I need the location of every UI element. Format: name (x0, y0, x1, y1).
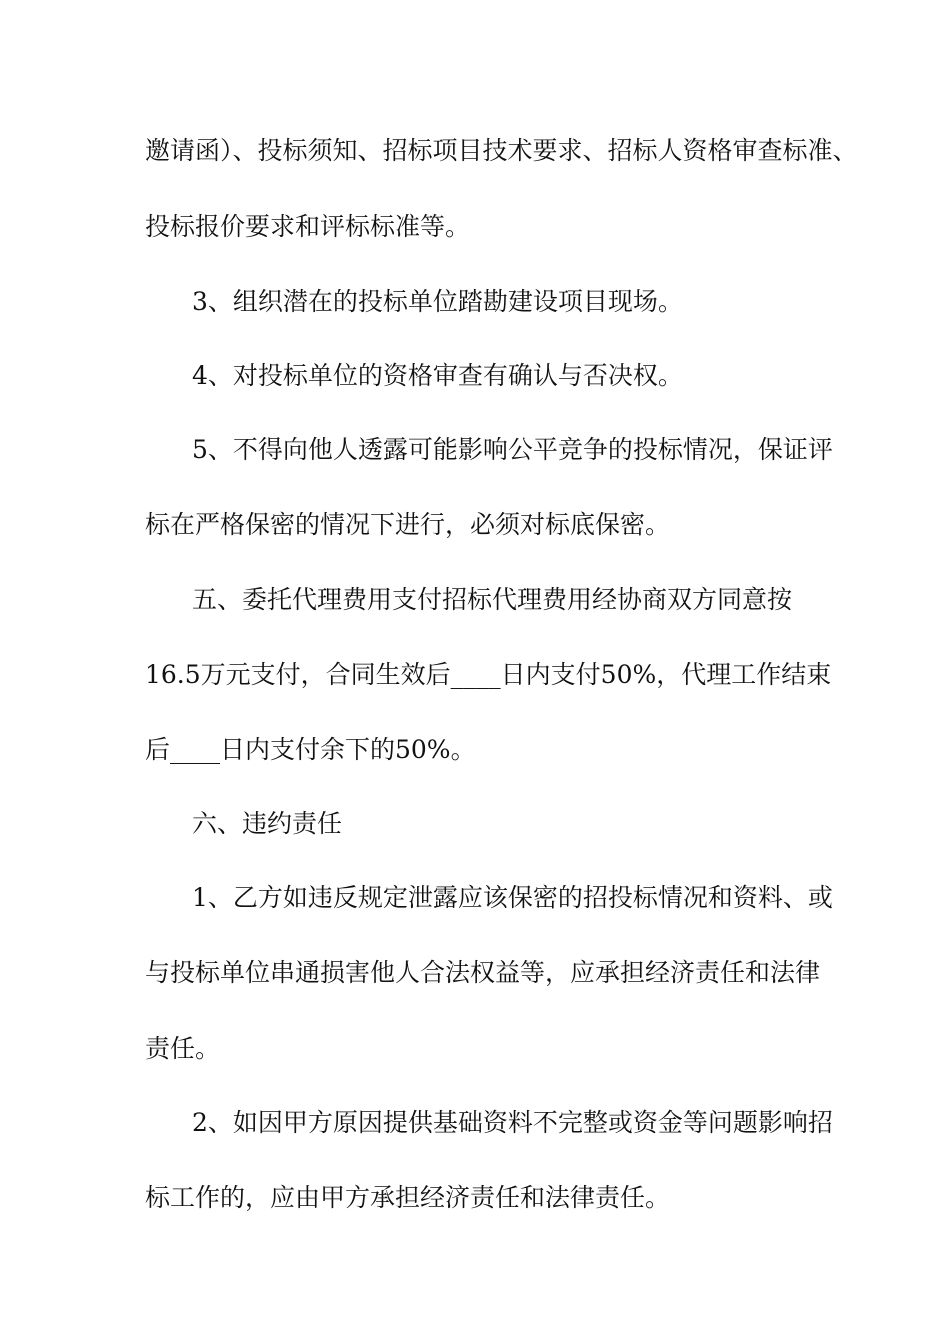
text-line-10: 六、违约责任 (192, 809, 343, 838)
text-line-12: 与投标单位串通损害他人合法权益等，应承担经济责任和法律 (145, 958, 821, 987)
text-line-14: 2、如因甲方原因提供基础资料不完整或资金等问题影响招 (192, 1108, 833, 1137)
text-line-9: 后____日内支付余下的50%。 (145, 735, 476, 764)
text-line-7: 五、委托代理费用支付招标代理费用经协商双方同意按 (192, 585, 793, 614)
text-line-15: 标工作的，应由甲方承担经济责任和法律责任。 (145, 1183, 671, 1212)
text-line-3: 3、组织潜在的投标单位踏勘建设项目现场。 (192, 287, 683, 316)
text-line-8: 16.5万元支付，合同生效后____日内支付50%，代理工作结束 (145, 660, 832, 689)
text-line-11: 1、乙方如违反规定泄露应该保密的招投标情况和资料、或 (192, 883, 833, 912)
text-line-13: 责任。 (145, 1034, 221, 1063)
text-line-4: 4、对投标单位的资格审查有确认与否决权。 (192, 361, 683, 390)
text-line-2: 投标报价要求和评标标准等。 (145, 212, 471, 241)
text-line-1: 邀请函）、投标须知、招标项目技术要求、招标人资格审查标准、 (145, 136, 858, 165)
text-line-5: 5、不得向他人透露可能影响公平竞争的投标情况，保证评 (192, 435, 833, 464)
text-line-6: 标在严格保密的情况下进行，必须对标底保密。 (145, 510, 671, 539)
